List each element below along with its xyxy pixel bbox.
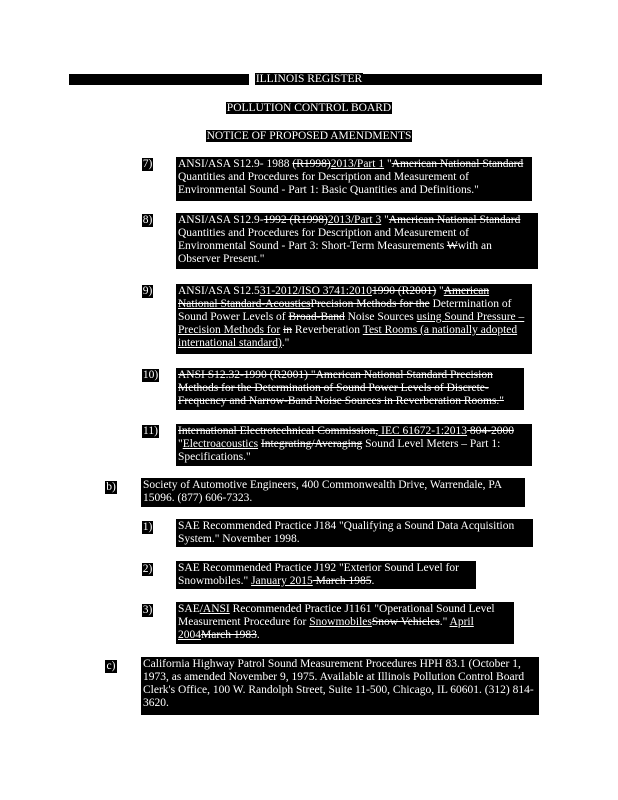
register-title — [0, 73, 618, 86]
item-b1-title: SAE Recommended Practice J184 "Qualifying a Sound Data Acquisition System." November 1998. — [178, 520, 515, 545]
item-b3-end: . — [256, 629, 260, 641]
item-b2-text — [176, 561, 476, 589]
item-7-added-year: 2013/Part 1 — [330, 158, 385, 170]
notice-title-text: NOTICE OF PROPOSED AMENDMENTS — [206, 130, 412, 142]
item-b3-added-snowmobiles: Snowmobiles — [309, 616, 372, 628]
item-11-title: Sound Level Meters – Part 1: Specifications." — [178, 438, 501, 463]
item-8-quote: " — [381, 214, 389, 226]
item-b2-number: 2) — [142, 563, 153, 575]
section-c-text — [141, 657, 539, 715]
item-9-part-a: ANSI/ASA S12.5 — [178, 285, 260, 297]
item-9-deleted-precision: Precision Methods for the — [310, 298, 430, 310]
item-9-end: ." — [281, 337, 290, 349]
item-8-deleted-year: 1992 (R1998) — [263, 214, 328, 226]
item-8-number: 8) — [142, 214, 153, 226]
item-10-deleted-entry: ANSI S12.32-1990 (R2001) "American National Standard Precision Methods for the Determination of Sound Power Levels of Discrete-Frequency and Narrow-Band Noise Sources in Reverberation Rooms." — [178, 369, 504, 407]
item-10-text — [176, 368, 524, 410]
item-9-text — [176, 284, 532, 354]
item-8-title: Quantities and Procedures for Description and Measurement of Environmental Sound - Part 3: Short-Term Measurements — [178, 227, 469, 252]
item-b3-deleted-snow-vehicles: Snow Vehicles — [371, 616, 440, 628]
item-8-title-end: with an Observer Present." — [178, 240, 492, 265]
item-b3-added-ansi: /ANSI — [199, 603, 230, 615]
item-8-text — [176, 213, 538, 269]
item-b3-quote: ." — [439, 616, 450, 628]
item-b2-added-date: January 2015 — [251, 575, 313, 587]
item-11-added-number: IEC 61672-1:2013 — [378, 425, 468, 437]
item-b1-number: 1) — [142, 521, 153, 533]
item-9-deleted-standard: American National Standard-Acoustics — [178, 285, 490, 310]
item-b2-deleted-date: March 1985 — [312, 575, 372, 587]
item-7-number: 7) — [142, 158, 153, 170]
item-9-title: Determination of Sound Power Levels of — [178, 298, 512, 323]
agency-title — [0, 102, 618, 115]
item-9-reverberation: Reverberation — [292, 324, 363, 336]
section-b-text — [141, 478, 525, 507]
item-b2-title: SAE Recommended Practice J192 "Exterior Sound Level for Snowmobiles." — [178, 562, 459, 587]
item-9-deleted-broadband: Broad-Band — [288, 311, 345, 323]
item-7-title: Quantities and Procedures for Description and Measurement of Environmental Sound - Part 1: Basic Quantities and Definitions." — [178, 171, 479, 196]
item-11-deleted-iec: International Electrotechnical Commission, — [178, 425, 379, 437]
item-7-quote: " — [384, 158, 392, 170]
item-b3-title: Recommended Practice J1161 "Operational Sound Level Measurement Procedure for — [178, 603, 495, 628]
item-8-deleted-w: W — [446, 240, 458, 252]
item-11-deleted-integrating: Integrating/Averaging — [260, 438, 363, 450]
item-9-quote: " — [436, 285, 444, 297]
item-11-text — [176, 424, 532, 466]
item-7-deleted-year: (R1998) — [292, 158, 331, 170]
item-11-quote: " — [178, 438, 183, 450]
register-title-text: ILLINOIS REGISTER — [255, 73, 363, 85]
item-9-deleted-in: in — [283, 324, 293, 336]
item-9-added-test-rooms: Test Rooms (a nationally adopted international standard) — [178, 324, 518, 349]
item-b3-added-date: April 2004 — [178, 616, 474, 641]
section-b-address: Society of Automotive Engineers, 400 Commonwealth Drive, Warrendale, PA 15096. (877) 606-7323. — [143, 479, 502, 504]
section-b-letter: b) — [106, 481, 116, 493]
item-9-added-number: 31-2012/ISO 3741:2010 — [259, 285, 372, 297]
item-8-deleted-standard: American National Standard — [388, 214, 521, 226]
item-8-part-a: ANSI/ASA S12.9- — [178, 214, 264, 226]
item-11-deleted-number: 804-2000 — [467, 425, 515, 437]
item-9-added-precision: using Sound Pressure – Precision Methods for — [178, 311, 525, 336]
item-b3-sae: SAE — [178, 603, 200, 615]
agency-title-text: POLLUTION CONTROL BOARD — [226, 102, 392, 114]
item-11-added-electroacoustics: Electroacoustics — [182, 438, 259, 450]
item-10-number: 10) — [142, 369, 159, 381]
item-11-number: 11) — [143, 425, 158, 437]
item-9-noise: Noise Sources — [344, 311, 417, 323]
item-7-part-a: ANSI/ASA S12.9- 1988 — [178, 158, 293, 170]
notice-title — [0, 130, 618, 143]
item-b3-text — [176, 602, 514, 644]
item-b3-number: 3) — [142, 604, 153, 616]
item-8-added-year: 2013/Part 3 — [327, 214, 382, 226]
item-9-deleted-year: 1990 (R2001) — [371, 285, 437, 297]
section-c-procedures: California Highway Patrol Sound Measurement Procedures HPH 83.1 (October 1, 1973, as amended November 9, 1975. Available at Illinois Pollution Control Board Clerk's Office, 100 W. Randolph Street, Suite 11-500, Chicago, IL 60601. (312) 814-3620. — [143, 658, 534, 709]
item-7-text — [176, 157, 532, 201]
item-b3-deleted-date: March 1983 — [201, 629, 257, 641]
item-7-deleted-standard: American National Standard — [391, 158, 524, 170]
item-b2-end: . — [371, 575, 375, 587]
item-9-number: 9) — [142, 285, 153, 297]
item-b1-text — [176, 519, 533, 547]
section-c-letter: c) — [106, 660, 116, 672]
